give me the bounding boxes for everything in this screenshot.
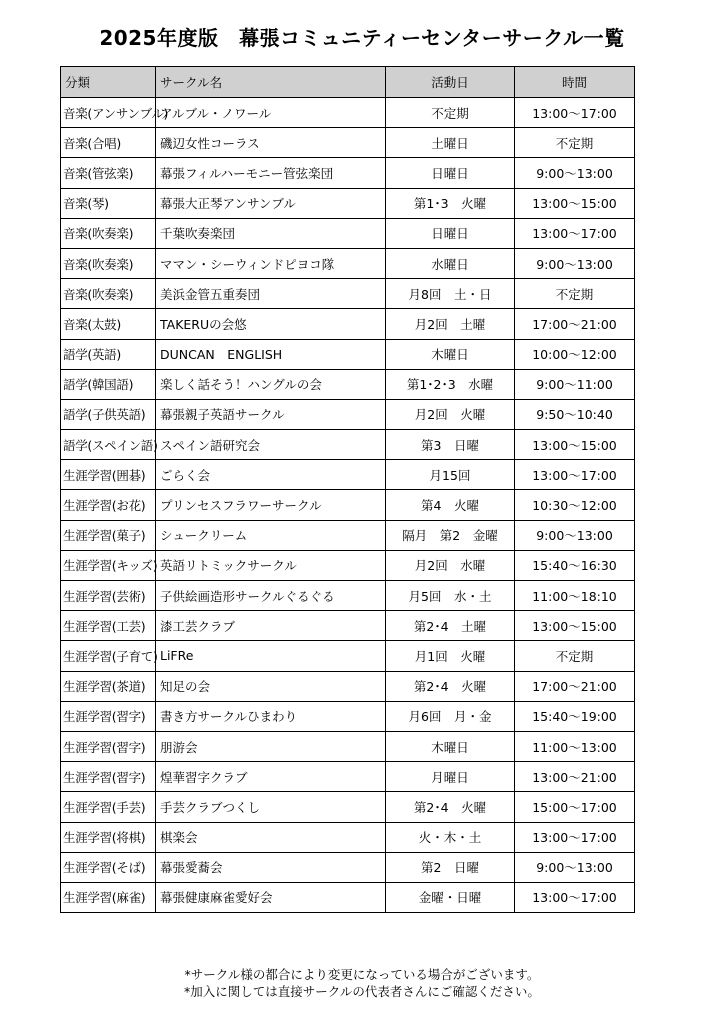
cell-category: 音楽(太鼓) [61,309,156,339]
cell-category: 音楽(吹奏楽) [61,218,156,248]
cell-category: 生涯学習(茶道) [61,671,156,701]
cell-category: 生涯学習(キッズ) [61,550,156,580]
table-row [61,339,635,369]
note-line: *加入に関しては直接サークルの代表者さんにご確認ください。 [184,984,540,999]
table-row [61,701,635,731]
cell-time: 10:30〜12:00 [515,490,635,520]
cell-circle-name: プリンセスフラワーサークル [156,490,386,520]
table-row [61,581,635,611]
cell-time: 13:00〜17:00 [515,882,635,912]
cell-activity-day: 第2 日曜 [386,852,515,882]
cell-circle-name: 棋楽会 [156,822,386,852]
cell-activity-day: 第2･4 土曜 [386,611,515,641]
cell-time: 13:00〜15:00 [515,188,635,218]
cell-activity-day: 第1･2･3 水曜 [386,369,515,399]
table-row [61,369,635,399]
cell-time: 13:00〜17:00 [515,460,635,490]
cell-category: 音楽(アンサンブル) [61,98,156,128]
cell-time: 15:40〜16:30 [515,550,635,580]
cell-category: 生涯学習(習字) [61,762,156,792]
cell-circle-name: アルブル・ノワール [156,98,386,128]
cell-time: 13:00〜17:00 [515,218,635,248]
cell-activity-day: 月6回 月・金 [386,701,515,731]
cell-circle-name: 知足の会 [156,671,386,701]
header-category: 分類 [61,67,156,98]
cell-activity-day: 水曜日 [386,248,515,278]
cell-circle-name: DUNCAN ENGLISH [156,339,386,369]
cell-activity-day: 月8回 土・日 [386,279,515,309]
cell-time: 11:00〜18:10 [515,581,635,611]
cell-circle-name: 子供絵画造形サークルぐるぐる [156,581,386,611]
cell-activity-day: 火・木・土 [386,822,515,852]
cell-time: 9:00〜11:00 [515,369,635,399]
page-title: 2025年度版 幕張コミュニティーセンターサークル一覧 [99,26,625,50]
cell-circle-name: 幕張親子英語サークル [156,399,386,429]
cell-category: 生涯学習(囲碁) [61,460,156,490]
table-header-row [61,67,635,98]
cell-circle-name: 英語リトミックサークル [156,550,386,580]
cell-time: 9:50〜10:40 [515,399,635,429]
cell-circle-name: 幕張愛蕎会 [156,852,386,882]
cell-activity-day: 木曜日 [386,731,515,761]
cell-category: 音楽(合唱) [61,128,156,158]
table-body [61,98,635,913]
table-row [61,430,635,460]
note-line: *サークル様の都合により変更になっている場合がございます。 [184,967,540,982]
cell-circle-name: 書き方サークルひまわり [156,701,386,731]
cell-circle-name: ママン・シーウィンドピヨコ隊 [156,248,386,278]
cell-circle-name: 漆工芸クラブ [156,611,386,641]
cell-time: 11:00〜13:00 [515,731,635,761]
cell-circle-name: 楽しく話そう！ハングルの会 [156,369,386,399]
cell-activity-day: 木曜日 [386,339,515,369]
cell-circle-name: シュークリーム [156,520,386,550]
cell-time: 13:00〜15:00 [515,430,635,460]
table-row [61,188,635,218]
cell-category: 語学(子供英語) [61,399,156,429]
cell-activity-day: 第2･4 火曜 [386,792,515,822]
table-row [61,641,635,671]
table-row [61,128,635,158]
table-row [61,490,635,520]
cell-category: 語学(韓国語) [61,369,156,399]
cell-time: 13:00〜15:00 [515,611,635,641]
cell-activity-day: 金曜・日曜 [386,882,515,912]
cell-circle-name: 幕張健康麻雀愛好会 [156,882,386,912]
cell-activity-day: 日曜日 [386,218,515,248]
table-row [61,882,635,912]
cell-circle-name: 幕張フィルハーモニー管弦楽団 [156,158,386,188]
cell-category: 語学(英語) [61,339,156,369]
cell-time: 9:00〜13:00 [515,248,635,278]
cell-time: 13:00〜17:00 [515,98,635,128]
table-row [61,248,635,278]
header-circle-name: サークル名 [156,67,386,98]
cell-activity-day: 月1回 火曜 [386,641,515,671]
table-row [61,399,635,429]
cell-activity-day: 第1･3 火曜 [386,188,515,218]
cell-time: 9:00〜13:00 [515,520,635,550]
cell-activity-day: 第4 火曜 [386,490,515,520]
cell-circle-name: 千葉吹奏楽団 [156,218,386,248]
table-row [61,309,635,339]
cell-activity-day: 第2･4 火曜 [386,671,515,701]
cell-circle-name: 朋游会 [156,731,386,761]
cell-category: 音楽(管弦楽) [61,158,156,188]
cell-time: 9:00〜13:00 [515,852,635,882]
cell-activity-day: 月2回 土曜 [386,309,515,339]
cell-activity-day: 月2回 火曜 [386,399,515,429]
cell-time: 13:00〜21:00 [515,762,635,792]
cell-time: 9:00〜13:00 [515,158,635,188]
cell-activity-day: 隔月 第2 金曜 [386,520,515,550]
cell-circle-name: 美浜金管五重奏団 [156,279,386,309]
cell-time: 13:00〜17:00 [515,822,635,852]
table-row [61,158,635,188]
cell-activity-day: 月2回 水曜 [386,550,515,580]
cell-category: 生涯学習(そば) [61,852,156,882]
cell-category: 生涯学習(芸術) [61,581,156,611]
cell-circle-name: スペイン語研究会 [156,430,386,460]
cell-activity-day: 不定期 [386,98,515,128]
cell-activity-day: 土曜日 [386,128,515,158]
table-row [61,98,635,128]
table-row [61,792,635,822]
cell-circle-name: 磯辺女性コーラス [156,128,386,158]
header-time: 時間 [515,67,635,98]
table-row [61,762,635,792]
table-row [61,218,635,248]
cell-time: 17:00〜21:00 [515,309,635,339]
cell-circle-name: 煌華習字クラブ [156,762,386,792]
cell-circle-name: 幕張大正琴アンサンブル [156,188,386,218]
cell-time: 15:40〜19:00 [515,701,635,731]
cell-activity-day: 月15回 [386,460,515,490]
cell-activity-day: 第3 日曜 [386,430,515,460]
cell-category: 生涯学習(習字) [61,701,156,731]
cell-category: 生涯学習(子育て) [61,641,156,671]
circle-list-table [60,66,635,913]
cell-activity-day: 日曜日 [386,158,515,188]
table-row [61,611,635,641]
table-row [61,822,635,852]
cell-category: 生涯学習(菓子) [61,520,156,550]
cell-time: 17:00〜21:00 [515,671,635,701]
notes [0,966,724,1000]
table-row [61,520,635,550]
cell-category: 生涯学習(将棋) [61,822,156,852]
cell-activity-day: 月曜日 [386,762,515,792]
cell-category: 生涯学習(工芸) [61,611,156,641]
table-row [61,279,635,309]
cell-time: 不定期 [515,128,635,158]
cell-circle-name: 手芸クラブつくし [156,792,386,822]
cell-time: 15:00〜17:00 [515,792,635,822]
table-row [61,550,635,580]
cell-circle-name: ごらく会 [156,460,386,490]
cell-category: 音楽(吹奏楽) [61,279,156,309]
table-row [61,460,635,490]
cell-category: 語学(スペイン語) [61,430,156,460]
cell-time: 不定期 [515,279,635,309]
cell-category: 生涯学習(お花) [61,490,156,520]
cell-circle-name: TAKERUの会悠 [156,309,386,339]
header-activity-day: 活動日 [386,67,515,98]
table-row [61,852,635,882]
cell-category: 生涯学習(麻雀) [61,882,156,912]
cell-time: 10:00〜12:00 [515,339,635,369]
cell-category: 生涯学習(習字) [61,731,156,761]
cell-category: 生涯学習(手芸) [61,792,156,822]
cell-category: 音楽(吹奏楽) [61,248,156,278]
cell-time: 不定期 [515,641,635,671]
table-row [61,731,635,761]
cell-circle-name: LiFRe [156,641,386,671]
cell-activity-day: 月5回 水・土 [386,581,515,611]
cell-category: 音楽(琴) [61,188,156,218]
table-row [61,671,635,701]
